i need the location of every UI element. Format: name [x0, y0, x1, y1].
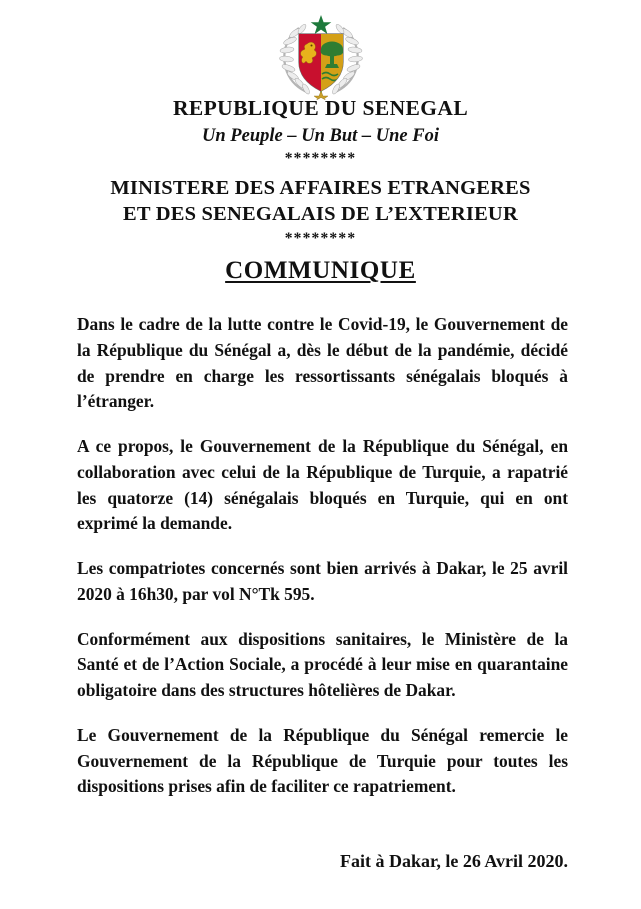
body-paragraph: A ce propos, le Gouvernement de la République du Sénégal, en collaboration avec celui de la République de Turquie, a rapatrié les quatorze (14) sénégalais bloqués en Turquie, qui en ont exprimé la demande.: [77, 436, 568, 534]
emblem-container: [0, 0, 641, 96]
place-and-date: Fait à Dakar, le 26 Avril 2020.: [340, 850, 568, 871]
body-paragraph: Le Gouvernement de la République du Sénégal remercie le Gouvernement de la République de Turquie pour toutes les dispositions prises afin de faciliter ce rapatriement.: [77, 724, 568, 797]
national-motto: Un Peuple – Un But – Une Foi: [202, 126, 439, 147]
senegal-coat-of-arms-icon: [269, 12, 373, 100]
separator-asterisks-bottom: ********: [284, 230, 357, 247]
body-paragraph: Conformément aux dispositions sanitaires, le Ministère de la Santé et de l’Action Sociale, a procédé à leur mise en quarantaine obligatoire dans des structures hôtelières de Dakar.: [77, 628, 568, 701]
body-paragraph: Les compatriotes concernés sont bien arrivés à Dakar, le 25 avril 2020 à 16h30, par vol N°Tk 595.: [77, 558, 568, 604]
ministry-name-line-1: MINISTERE DES AFFAIRES ETRANGERES: [110, 176, 531, 199]
document-header: [0, 96, 641, 286]
body-paragraph: Dans le cadre de la lutte contre le Covid-19, le Gouvernement de la République du Sénégal a, dès le début de la pandémie, décidé de prendre en charge les ressortissants sénégalais bloqués à l’étranger.: [77, 314, 568, 412]
page-title: COMMUNIQUE: [225, 257, 416, 285]
ministry-name-line-2: ET DES SENEGALAIS DE L’EXTERIEUR: [123, 202, 518, 225]
republic-title: REPUBLIQUE DU SENEGAL: [172, 96, 469, 120]
separator-asterisks-top: ********: [284, 150, 357, 168]
document-body: [0, 286, 641, 800]
